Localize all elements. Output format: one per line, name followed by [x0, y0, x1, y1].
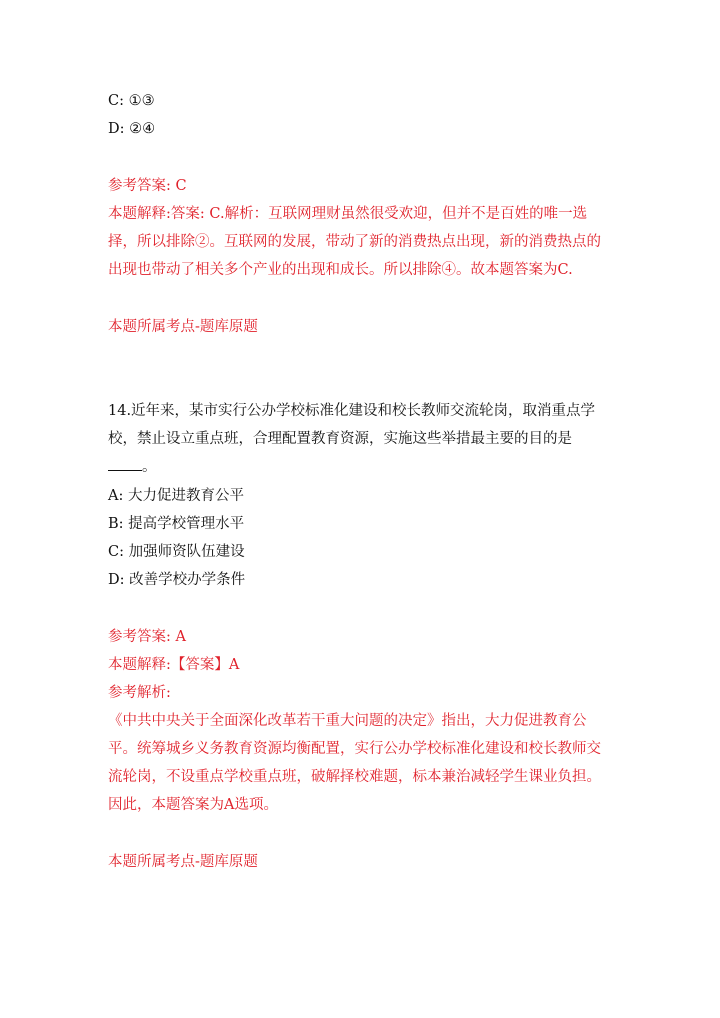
explanation-line-2: 择，所以排除②。互联网的发展，带动了新的消费热点出现，新的消费热点的 [108, 234, 601, 250]
option-b: B: 提高学校管理水平 [108, 516, 245, 532]
analysis-line-2: 平。统筹城乡义务教育资源均衡配置，实行公办学校标准化建设和校长教师交 [108, 741, 601, 757]
explanation-line: 本题解释:【答案】A [108, 657, 240, 673]
analysis-line-3: 流轮岗，不设重点学校重点班，破解择校难题，标本兼治减轻学生课业负担。 [108, 769, 601, 785]
option-a: A: 大力促进教育公平 [108, 488, 244, 504]
answer-line: 参考答案: A [108, 629, 186, 645]
analysis-label: 参考解析: [108, 685, 171, 701]
option-d: D: 改善学校办学条件 [108, 572, 246, 588]
answer-blank [108, 458, 142, 471]
analysis-line-1: 《中共中央关于全面深化改革若干重大问题的决定》指出，大力促进教育公 [108, 713, 587, 729]
analysis-line-4: 因此，本题答案为A选项。 [108, 797, 278, 813]
option-c: C: ①③ [108, 93, 155, 109]
answer-line: 参考答案: C [108, 178, 187, 194]
question-stem-line-2: 校，禁止设立重点班，合理配置教育资源，实施这些举措最主要的目的是 [108, 431, 572, 447]
option-c: C: 加强师资队伍建设 [108, 544, 245, 560]
category-line: 本题所属考点-题库原题 [108, 854, 258, 870]
explanation-line-1: 本题解释:答案: C.解析：互联网理财虽然很受欢迎，但并不是百姓的唯一选 [108, 206, 588, 222]
category-line: 本题所属考点-题库原题 [108, 319, 258, 335]
question-stem-blank: 。 [108, 457, 157, 477]
option-d: D: ②④ [108, 121, 156, 137]
question-stem-line-1: 14.近年来，某市实行公办学校标准化建设和校长教师交流轮岗，取消重点学 [108, 403, 596, 419]
explanation-line-3: 出现也带动了相关多个产业的出现和成长。所以排除④。故本题答案为C. [108, 262, 573, 278]
